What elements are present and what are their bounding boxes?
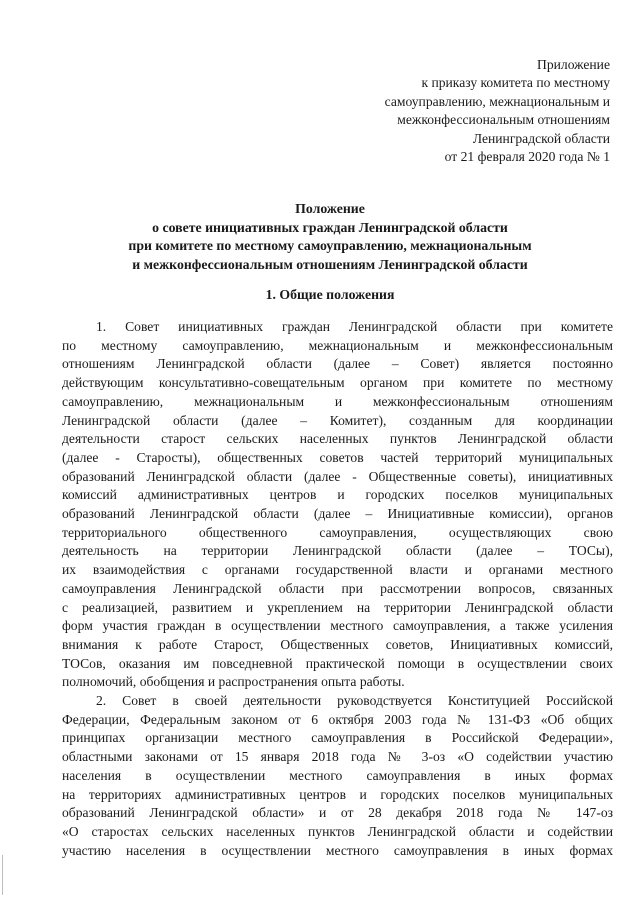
appendix-block — [385, 56, 610, 166]
paragraph-line: Федерации, Федеральным законом от 6 октября 2003 года № 131-ФЗ «Об общих — [62, 711, 613, 727]
appendix-line: межконфессиональным отношениям — [397, 112, 610, 128]
appendix-line: Ленинградской области — [472, 130, 610, 146]
paragraph-line: комиссий административных центров и городских поселков муниципальных — [62, 487, 613, 503]
paragraph-line: принципах организации местного самоуправления в Российской Федерации», — [62, 730, 613, 746]
paragraph-line: территориального общественного самоуправления, осуществляющих свою — [62, 524, 613, 540]
paragraph-line: действующим консультативно-совещательным органом при комитете по местному — [62, 375, 613, 391]
paragraph-line: образований Ленинградской области (далее - Общественные советы), инициативных — [62, 468, 613, 484]
title-line: Положение — [295, 201, 365, 216]
paragraph-line: областными законами от 15 января 2018 года № 3-оз «О содействии участию — [62, 749, 613, 765]
paragraph-line: их взаимодействия с органами государственной власти и органами местного — [62, 562, 613, 578]
paragraph-line: «О старостах сельских населенных пунктов Ленинградской области и содействии — [62, 823, 613, 839]
scan-edge-mark — [2, 855, 3, 895]
appendix-line: от 21 февраля 2020 года № 1 — [444, 149, 610, 165]
paragraph-line: самоуправлению, межнациональным и межконфессиональным отношениям — [62, 393, 613, 409]
paragraph-line: форм участия граждан в осуществлении местного самоуправления, а также усиления — [62, 618, 613, 634]
paragraph-line: с реализацией, развитием и укреплением на территории Ленинградской области — [62, 599, 613, 615]
paragraph-1 — [62, 318, 613, 692]
title-line: при комитете по местному самоуправлению, межнациональным — [128, 238, 532, 254]
paragraph-line: по местному самоуправлению, межнациональным и межконфессиональным — [62, 337, 613, 353]
paragraph-line: участию населения в осуществлении местного самоуправления в иных формах — [62, 842, 613, 858]
section-heading: 1. Общие положения — [265, 287, 395, 302]
paragraph-line: самоуправления Ленинградской области при рассмотрении вопросов, связанных — [62, 580, 613, 596]
paragraph-line: образований Ленинградской области (далее – Инициативные комиссии), органов — [62, 506, 613, 522]
document-title — [80, 200, 580, 274]
paragraph-line: 2. Совет в своей деятельности руководствуется Конституцией Российской — [96, 693, 613, 709]
paragraph-line: населения в осуществлении местного самоуправления в иных формах — [62, 767, 613, 783]
paragraph-line: (далее - Старосты), общественных советов частей территорий муниципальных — [62, 449, 613, 465]
paragraph-line: 1. Совет инициативных граждан Ленинградской области при комитете — [96, 319, 613, 334]
document-body — [62, 318, 613, 860]
paragraph-line: Ленинградской области (далее – Комитет), созданным для координации — [62, 412, 613, 428]
paragraph-line: отношениям Ленинградской области (далее – Совет) является постоянно — [62, 356, 613, 372]
appendix-line: к приказу комитета по местному — [421, 75, 610, 91]
paragraph-line: на территориях административных центров и городских поселков муниципальных — [62, 786, 613, 802]
paragraph-line: деятельности старост сельских населенных пунктов Ленинградской области — [62, 431, 613, 447]
paragraph-line: внимания к работе Старост, Общественных советов, Инициативных комиссий, — [62, 636, 613, 652]
paragraph-line: образований Ленинградской области» и от 28 декабря 2018 года № 147-оз — [62, 805, 613, 821]
paragraph-line: деятельность на территории Ленинградской области (далее – ТОСы), — [62, 543, 613, 559]
appendix-line: самоуправлению, межнациональным и — [384, 93, 610, 109]
appendix-line: Приложение — [537, 57, 610, 72]
paragraph-line: полномочий, обобщения и распространения опыта работы. — [62, 674, 405, 690]
paragraph-2 — [62, 692, 613, 860]
title-line: о совете инициативных граждан Ленинградской области — [152, 219, 508, 235]
paragraph-line: ТОСов, оказания им повседневной практической помощи в осуществлении своих — [62, 655, 613, 671]
title-line: и межконфессиональным отношениям Ленинградской области — [132, 256, 528, 272]
